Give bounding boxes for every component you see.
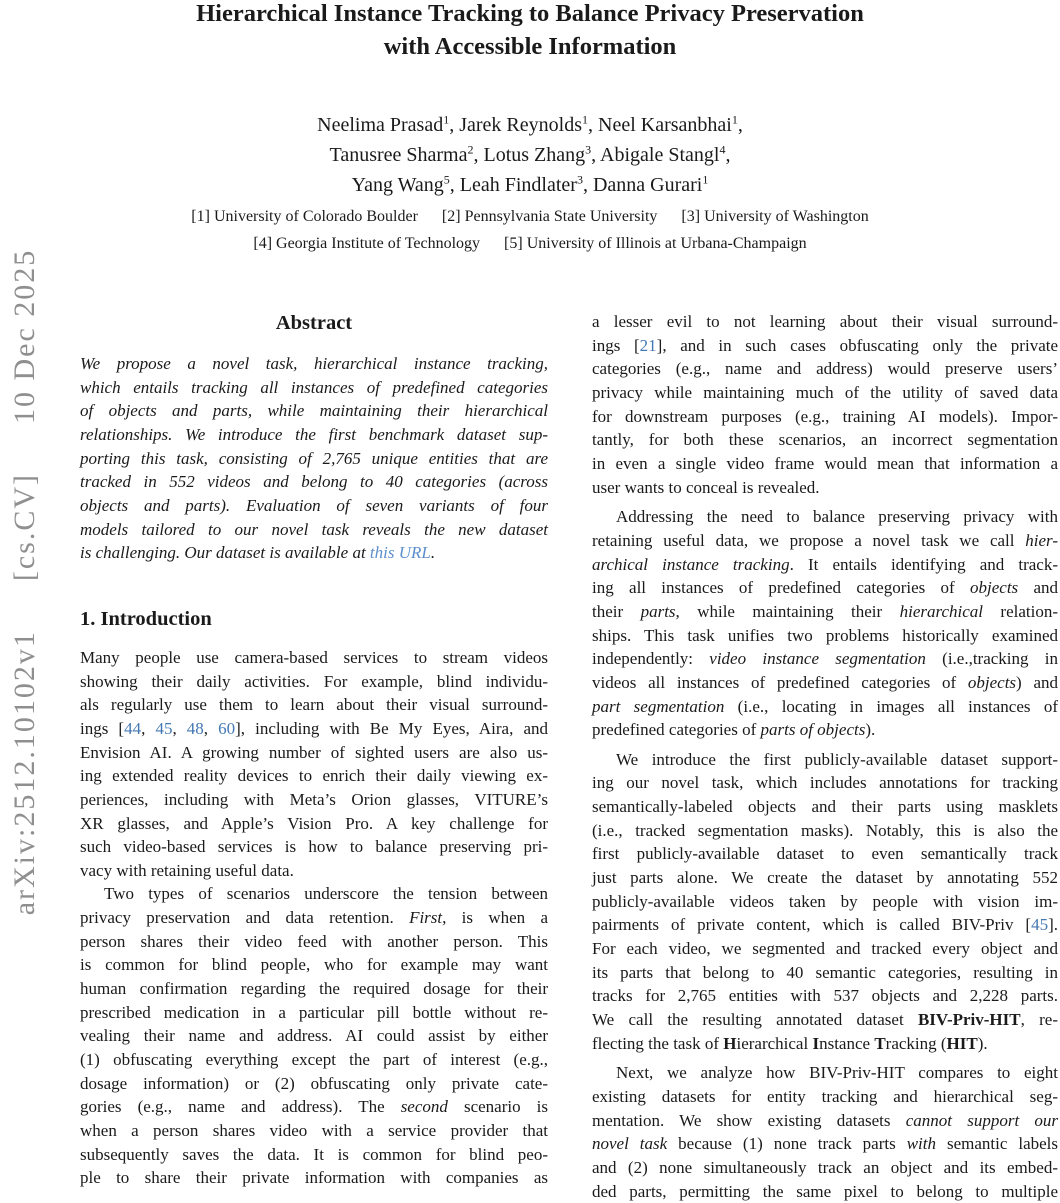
text-line: ing all instances of predefined categories of objects and (592, 578, 1059, 598)
text-line: when a person shares video with a service provider that (80, 1121, 548, 1141)
text-line: XR glasses, and Apple’s Vision Pro. A key challenge for (80, 813, 548, 833)
text-line: tracks for 2,765 entities with 537 objects and 2,228 parts. (592, 986, 1058, 1006)
text-line: (1) obfuscating everything except the part of interest (e.g., (80, 1050, 548, 1070)
right-column (592, 310, 1058, 1203)
text-line: ing our novel task, which includes annotations for tracking (592, 773, 1058, 793)
text-line: For each video, we segmented and tracked every object and (592, 939, 1058, 959)
text-line: tracked in 552 videos and belong to 40 categories (across (80, 472, 548, 492)
text-line: predefined categories of parts of objects). (592, 720, 876, 740)
text-line: for downstream purposes (e.g., training AI models). Impor- (592, 406, 1058, 426)
text-line: their parts, while maintaining their hierarchical relation- (592, 601, 1058, 621)
text-line: models tailored to our novel task reveals the new dataset (80, 519, 548, 539)
left-column (80, 310, 548, 1190)
text-line: categories (e.g., name and address) would preserve users’ (592, 359, 1058, 379)
text-line: privacy preservation and data retention. First, is when a (80, 908, 548, 928)
text-line: als regularly use them to learn about their visual surround- (80, 695, 548, 715)
author-line: Yang Wang$^5$, Leah Findlater$^3$, Danna Gurari$^1$ (351, 172, 709, 196)
text-line: We call the resulting annotated dataset BIV-Priv-HIT, re- (592, 1010, 1058, 1030)
text-line: vacy with retaining useful data. (80, 860, 294, 880)
abstract-paragraph (80, 352, 548, 565)
text-line: which entails tracking all instances of predefined categories (80, 377, 548, 397)
text-line: Next, we analyze how BIV-Priv-HIT compares to eight (616, 1063, 1058, 1083)
text-line: part segmentation (i.e., locating in images all instances of (592, 696, 1058, 716)
text-line: videos all instances of predefined categories of objects) and (592, 672, 1058, 692)
text-line: human confirmation regarding the required dosage for their (80, 979, 548, 999)
text-line: ple to share their private information with companies as (80, 1168, 548, 1188)
text-line: is common for blind people, who for example may want (80, 955, 548, 975)
author-line: Tanusree Sharma$^2$, Lotus Zhang$^3$, Abigale Stangl$^4$, (329, 142, 731, 166)
text-line: Many people use camera-based services to stream videos (80, 647, 548, 667)
text-line: archical instance tracking. It entails identifying and track- (592, 554, 1058, 574)
text-line: user wants to conceal is revealed. (592, 477, 820, 497)
text-line: novel task because (1) none track parts with semantic labels (592, 1134, 1058, 1154)
text-line: prescribed medication in a particular pill bottle without re- (80, 1002, 548, 1022)
text-line: pairments of private content, which is called BIV-Priv [45]. (592, 915, 1058, 935)
citation-link[interactable]: 45 (1031, 915, 1049, 935)
text-line: ing extended reality devices to enrich their daily viewing ex- (80, 766, 548, 786)
abstract-heading: Abstract (275, 312, 353, 334)
text-line: showing their daily activities. For example, blind individu- (80, 671, 548, 691)
text-line: of objects and parts, while maintaining their hierarchical (80, 401, 548, 421)
body-paragraph-continuation (592, 310, 1058, 499)
paper-title-line: Hierarchical Instance Tracking to Balance Privacy Preservation (196, 0, 864, 27)
text-line: tantly, for both these scenarios, an incorrect segmentation (592, 430, 1058, 450)
section-heading-introduction: 1. Introduction (80, 607, 212, 630)
intro-paragraph-1 (80, 646, 548, 883)
paper-title-line: with Accessible Information (383, 33, 677, 60)
body-paragraph-dataset (592, 748, 1058, 1056)
text-line: independently: video instance segmentation (i.e.,tracking in (592, 649, 1059, 669)
text-line: in even a single video frame would mean that information a (592, 453, 1058, 473)
text-line: periences, including with Meta’s Orion glasses, VITURE’s (80, 789, 548, 809)
text-line: objects and parts). Evaluation of seven variants of four (80, 495, 548, 515)
text-line: mentation. We show existing datasets cannot support our (592, 1110, 1058, 1130)
text-line: We propose a novel task, hierarchical instance tracking, (80, 354, 548, 373)
text-line: ings [44, 45, 48, 60], including with Be My Eyes, Aira, and (80, 718, 548, 738)
text-line: ded parts, permitting the same pixel to belong to multiple (592, 1181, 1058, 1201)
citation-link[interactable]: 21 (639, 335, 657, 355)
text-line: is challenging. Our dataset is available at this URL. (80, 543, 436, 563)
text-line: semantically-labeled objects and their parts using masklets (592, 797, 1058, 817)
text-line: person shares their video feed with another person. This (80, 931, 548, 951)
text-line: first publicly-available dataset to even semantically track (592, 844, 1058, 864)
text-line: dosage information) or (2) obfuscating only private cate- (80, 1073, 548, 1093)
text-line: existing datasets for entity tracking and hierarchical seg- (592, 1087, 1058, 1106)
text-line: Envision AI. A growing number of sighted users are also us- (80, 742, 548, 762)
text-line: its parts that belong to 40 semantic categories, resulting in (592, 962, 1058, 982)
citation-link[interactable]: 60 (218, 718, 236, 738)
intro-paragraph-2 (80, 882, 548, 1190)
text-line: just parts alone. We create the dataset by annotating 552 (592, 868, 1058, 888)
text-line: vealing their name and address. AI could assist by either (80, 1026, 548, 1046)
citation-link[interactable]: 48 (186, 718, 204, 738)
text-line: (i.e., tracked segmentation masks). Notably, this is also the (592, 820, 1058, 840)
text-line: and (2) none simultaneously track an object and its embed- (592, 1157, 1058, 1177)
citation-link[interactable]: 45 (155, 718, 173, 738)
body-paragraph-analysis (592, 1061, 1058, 1203)
paper-header (0, 0, 1060, 257)
affiliation-line: [4] Georgia Institute of Technology [5] University of Illinois at Urbana-Champaign (253, 235, 807, 252)
affiliation-line: [1] University of Colorado Boulder [2] Pennsylvania State University [3] University of Washington (191, 208, 869, 225)
paper-title (0, 0, 1060, 63)
citation-link[interactable]: 44 (124, 718, 142, 738)
text-line: flecting the task of Hierarchical Instance Tracking (HIT). (592, 1033, 988, 1053)
text-line: subsequently saves the data. It is common for blind peo- (80, 1144, 548, 1164)
text-line: such video-based services is how to balance preserving pri- (80, 837, 548, 857)
author-list (0, 110, 1060, 200)
text-line: privacy while maintaining much of the utility of saved data (592, 382, 1058, 402)
affiliation-list (0, 203, 1060, 257)
arxiv-watermark: arXiv:2512.10102v1 [cs.CV] 10 Dec 2025 (8, 248, 41, 916)
text-line: a lesser evil to not learning about their visual surround- (592, 312, 1058, 331)
author-line: Neelima Prasad$^1$, Jarek Reynolds$^1$, Neel Karsanbhai$^1$, (317, 112, 743, 136)
text-line: We introduce the first publicly-available dataset support- (616, 749, 1058, 769)
text-line: retaining useful data, we propose a novel task we call hier- (592, 530, 1058, 550)
text-line: publicly-available videos taken by people with vision im- (592, 891, 1058, 911)
dataset-url-link[interactable]: this URL (369, 543, 431, 563)
text-line: relationships. We introduce the first benchmark dataset sup- (80, 424, 548, 444)
text-line: porting this task, consisting of 2,765 unique entities that are (80, 448, 548, 468)
text-line: ships. This task unifies two problems historically examined (592, 625, 1058, 645)
text-line: Two types of scenarios underscore the tension between (104, 884, 548, 904)
text-line: ings [21], and in such cases obfuscating only the private (592, 335, 1059, 355)
text-line: Addressing the need to balance preserving privacy with (616, 507, 1058, 527)
text-line: gories (e.g., name and address). The second scenario is (80, 1097, 548, 1117)
body-paragraph-task-proposal (592, 505, 1058, 742)
